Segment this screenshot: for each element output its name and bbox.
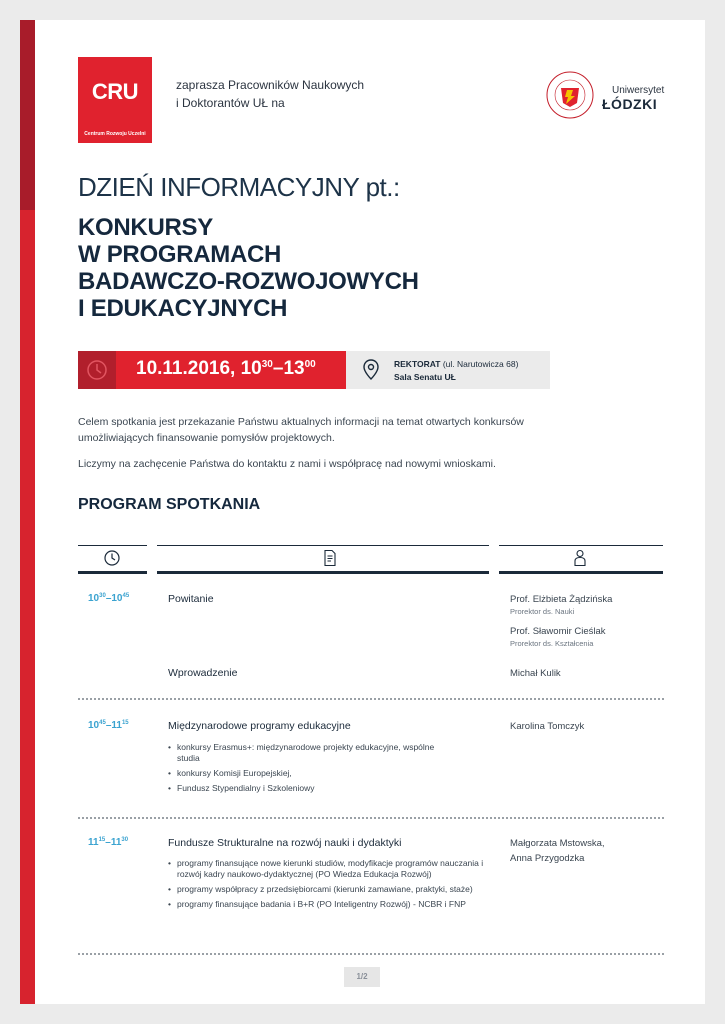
row-1-time: $10^{30}-10^{45}$: [88, 593, 130, 604]
university-name-small: Uniwersytet: [612, 85, 665, 96]
cru-logo-subtitle: Centrum Rozwoju Uczelni: [84, 131, 146, 137]
speaker-name: Anna Przygodzka: [510, 853, 585, 864]
column-rule-time-top: [78, 545, 147, 546]
event-date: 10.11.2016, $10^{30}-13^{00}$: [136, 358, 316, 379]
row-separator: [78, 817, 664, 819]
cru-logo: [78, 57, 152, 143]
university-seal-icon: [545, 70, 595, 120]
location-pin-icon: [362, 358, 380, 382]
speaker-name: Prof. Sławomir Cieślak: [510, 626, 606, 637]
intro-paragraph-2: Liczymy na zachęcenie Państwa do kontaktu z nami i współpracę nad nowymi wnioskami.: [78, 458, 496, 470]
event-title-line-1: KONKURSY: [78, 214, 213, 241]
row-1-speaker-3: Michał Kulik: [510, 668, 561, 679]
event-title-line-4: I EDUKACYJNYCH: [78, 295, 288, 322]
speaker-name: Prof. Elżbieta Żądzińska: [510, 594, 613, 605]
clock-icon-box: [78, 351, 116, 389]
list-item: • Fundusz Stypendialny i Szkoleniowy: [168, 783, 438, 794]
location-address: REKTORAT (ul. Narutowicza 68): [394, 359, 519, 369]
column-rule-topic-bottom: [157, 571, 489, 574]
column-rule-person-bottom: [499, 571, 663, 574]
intro-text: [78, 414, 558, 482]
invitation-line-1: zaprasza Pracowników Naukowych: [176, 78, 365, 92]
row-2-topic: Międzynarodowe programy edukacyjne: [168, 720, 351, 732]
speaker-role: Prorektor ds. Kształcenia: [510, 639, 594, 648]
list-item: • konkursy Komisji Europejskiej,: [168, 768, 438, 779]
clock-icon: [78, 351, 116, 389]
event-title-line-3: BADAWCZO-ROZWOJOWYCH: [78, 268, 419, 295]
column-rule-topic-top: [157, 545, 489, 546]
row-3-topic: Fundusze Strukturalne na rozwój nauki i dydaktyki: [168, 837, 402, 849]
row-2-bullets: [168, 742, 438, 798]
person-icon: [572, 549, 588, 567]
row-separator: [78, 953, 664, 955]
list-item: • konkursy Erasmus+: międzynarodowe projekty edukacyjne, wspólne studia: [168, 742, 438, 764]
left-accent-bar-top: [20, 20, 35, 210]
row-3-speakers: [510, 838, 605, 865]
invitation-line-2: i Doktorantów UŁ na: [176, 96, 285, 110]
list-item: • programy współpracy z przedsiębiorcami (kierunki zamawiane, praktyki, staże): [168, 884, 493, 895]
row-separator: [78, 698, 664, 700]
event-title-line-2: W PROGRAMACH: [78, 241, 282, 268]
location-room: Sala Senatu UŁ: [394, 372, 456, 382]
document-icon: [322, 549, 338, 567]
cru-logo-text: CRU: [91, 79, 139, 104]
event-location: [346, 351, 550, 389]
clock-icon: [103, 549, 121, 567]
list-item: • programy finansujące nowe kierunki studiów, modyfikacje programów nauczania i rozwój kadry naukowo-dydaktycznej (PO Wiedza Edukacja Rozwój): [168, 858, 493, 880]
speaker-role: Prorektor ds. Nauki: [510, 607, 575, 616]
speaker-name: Małgorzata Mstowska,: [510, 838, 605, 849]
university-name: ŁÓDZKI: [602, 96, 658, 112]
intro-paragraph-1: Celem spotkania jest przekazanie Państwu aktualnych informacji na temat otwartych konkursów umożliwiających finansowanie pomysłów projektowych.: [78, 416, 524, 444]
row-1-speaker-1: [510, 594, 612, 618]
page-number: 1/2: [344, 967, 380, 987]
invitation-text: [176, 76, 364, 112]
event-prefix: DZIEŃ INFORMACYJNY pt.:: [78, 172, 400, 202]
event-title: [78, 214, 419, 322]
event-date-banner: [78, 351, 346, 389]
row-3-bullets: [168, 858, 493, 914]
column-rule-person-top: [499, 545, 663, 546]
row-2-speaker: Karolina Tomczyk: [510, 721, 585, 732]
row-3-time: $11^{15}-11^{30}$: [88, 837, 129, 848]
row-1-topic: Powitanie: [168, 593, 214, 605]
list-item: • programy finansujące badania i B+R (PO Inteligentny Rozwój) - NCBR i FNP: [168, 899, 493, 910]
row-1-topic-2: Wprowadzenie: [168, 667, 238, 679]
column-rule-time-bottom: [78, 571, 147, 574]
row-1-speaker-2: [510, 626, 606, 650]
row-2-time: $10^{45}-11^{15}$: [88, 720, 129, 731]
program-heading: PROGRAM SPOTKANIA: [78, 496, 261, 513]
